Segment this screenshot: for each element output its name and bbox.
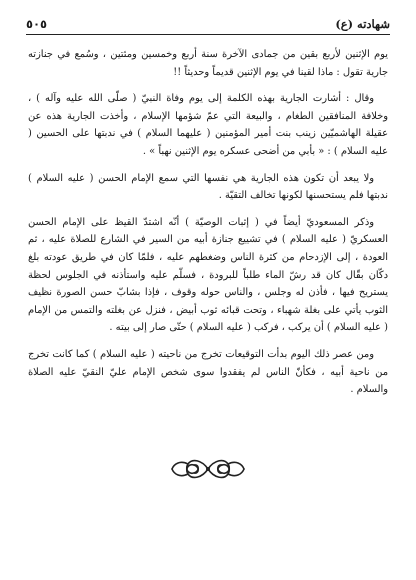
page-body <box>28 46 388 399</box>
paragraph-2: وقال : أشارت الجارية بهذه الكلمة إلى يوم وفاة النبيّ ( صلّى الله عليه وآله ) ، وخلافة المنافقين الطغام ، والبيعة التي عمّ شؤمها الإسلام ، وأخذت الجارية هذه عن عقيلة الهاشميّين زينب بنت أمير المؤمنين ( عليهما السلام ) في ندبتها على الحسين ( عليه السلام ) : « بأبي من أضحى عسكره يوم الإثنين نهباً » . <box>28 93 388 157</box>
chapter-title: شهادته (ع) <box>335 17 390 31</box>
paragraph-4: وذكر المسعوديّ أيضاً في ( إثبات الوصيّة ) أنّه اشتدّ القيظ على الإمام الحسن العسكريّ ( عليه السلام ) في تشييع جنازة أبيه من السير في الشارع للصلاة عليه ، ثم العودة ، إلى الإزدحام من كثرة الناس وضغطهم عليه ، فلمّا كان في طريق عودته بلغ دكّان بقّال كان قد رشّ الماء طلباً للبرودة ، فسلّم عليه واستأذنه في الجلوس لحظة يستريح فيها ، فأذن له وجلس ، والناس حوله وقوف ، فإذا بشابّ حسن الصورة نظيف الثوب يأتي على بغلة شهباء ، وتحت قبائه ثوب أبيض ، فنزل عن بغلته والتمس من الإمام ( عليه السلام ) أن يركب ، فركب ( عليه السلام ) حتّى صار إلى بيته . <box>28 216 388 334</box>
paragraph-5: ومن عصر ذلك اليوم بدأت التوقيعات تخرج من ناحيته ( عليه السلام ) كما كانت تخرج من ناحية أبيه ، فكأنّ الناس لم يفقدوا سوى شخص الإمام عليّ النقيّ عليه الصلاة والسلام . <box>28 348 388 396</box>
paragraph-1: يوم الإثنين لأربع بقين من جمادى الآخرة سنة أربع وخمسين ومئتين ، وسُمع في جنازته جارية تقول : ماذا لقينا في يوم الإثنين قديماً وحديثاً !! <box>28 49 388 78</box>
decorative-ornament-icon <box>168 452 248 486</box>
paragraph-3: ولا يبعد أن تكون هذه الجارية هي نفسها التي سمع الإمام الحسن ( عليه السلام ) ندبتها فلم يستحسنها لكونها تخالف التقيّة . <box>28 172 388 202</box>
page-number: ٥٠٥ <box>26 17 48 31</box>
running-header <box>26 12 390 35</box>
